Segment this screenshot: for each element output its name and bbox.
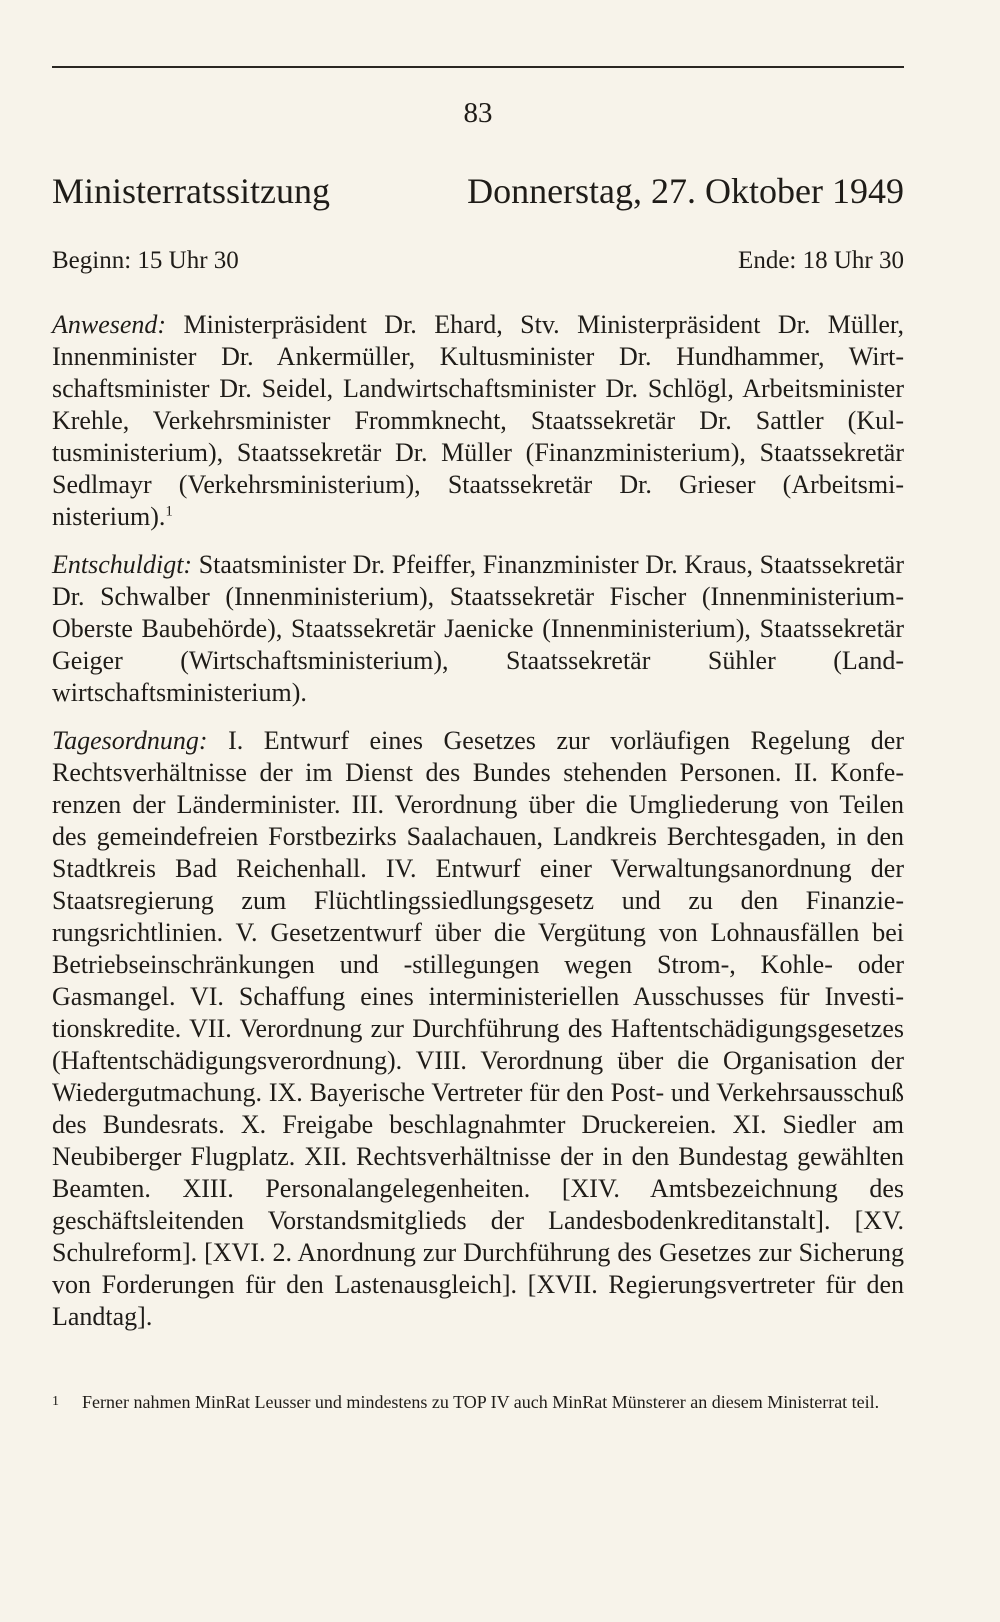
document-body [52,309,904,1349]
title-row [52,170,904,212]
footnote-mark: 1 [52,1394,59,1409]
agenda-text: I. Entwurf eines Gesetzes zur vorläufigen Regelung der Rechtsverhältnisse der im Dienst des Bundes stehenden Personen. II. Konferenzen der Länderminister. III. Verordnung über die Umgliederung von Teilen des gemeindefreien Forstbezirks Saalachauen, Landkreis Berchtesgaden, in den Stadtkreis Bad Reichenhall. IV. Entwurf einer Verwaltungsanordnung der Staatsregierung zum Flüchtlingssiedlungsgesetz und zu den Finanzierungsrichtlinien. V. Gesetzentwurf über die Vergütung von Lohnausfällen bei Betriebseinschränkungen und -stillegungen wegen Strom-, Kohle- oder Gasmangel. VI. Schaffung eines interministeriellen Ausschusses für Investitionskredite. VII. Verordnung zur Durchführung des Haftentschädigungsgesetzes (Haftentschädigungsverordnung). VIII. Verordnung über die Organisation der Wiedergutmachung. IX. Bayerische Vertreter für den Post- und Verkehrsausschuß des Bundesrats. X. Freigabe beschlagnahmter Druckereien. XI. Siedler am Neubiberger Flugplatz. XII. Rechtsverhältnisse der in den Bundestag gewählten Beamten. XIII. Personalangelegenheiten. [XIV. Amtsbezeichnung des geschäftsleitenden Vorstandsmitglieds der Landesbodenkreditanstalt]. [XV. Schulreform]. [XVI. 2. Anordnung zur Durchführung des Gesetzes zur Sicherung von Forderungen für den Lastenausgleich]. [XVII. Regierungsvertreter für den Landtag]. [52,726,904,1331]
excused-label: Entschuldigt: [52,550,193,579]
session-title: Ministerratssitzung [52,171,330,211]
time-row [52,246,904,276]
start-time: Beginn: 15 Uhr 30 [52,247,239,274]
footnote-reference: 1 [165,503,173,520]
attendees-paragraph [52,309,904,533]
agenda-paragraph [52,725,904,1333]
agenda-label: Tagesordnung: [52,726,208,755]
document-number: 83 [463,97,493,129]
excused-paragraph [52,549,904,709]
footnote [52,1390,904,1414]
attendees-text: Ministerpräsident Dr. Ehard, Stv. Ministerpräsident Dr. Müller, Innenminister Dr. Ankermüller, Kultusminister Dr. Hundhammer, Wirtschaftsminister Dr. Seidel, Landwirtschaftsminister Dr. Schlögl, Arbeitsminister Krehle, Verkehrsminister Frommknecht, Staatssekretär Dr. Sattler (Kultusministerium), Staatssekretär Dr. Müller (Finanzministerium), Staatssekretär Sedlmayr (Verkehrsministerium), Staatssekretär Dr. Grieser (Arbeitsministerium). [52,310,904,531]
top-rule [52,66,904,68]
attendees-label: Anwesend: [52,310,167,339]
end-time: Ende: 18 Uhr 30 [738,247,904,274]
session-date: Donnerstag, 27. Oktober 1949 [467,171,904,211]
document-page [52,0,904,1622]
footnote-text: Ferner nahmen MinRat Leusser und mindestens zu TOP IV auch MinRat Münsterer an diesem Ministerrat teil. [82,1392,880,1412]
excused-text: Staatsminister Dr. Pfeiffer, Finanzminister Dr. Kraus, Staatssekretär Dr. Schwalber (Innenministerium), Staatssekretär Fischer (Innenministerium-Oberste Baubehörde), Staatssekretär Jaenicke (Innenministerium), Staatssekretär Geiger (Wirtschaftsministerium), Staatssekretär Sühler (Landwirtschaftsministerium). [52,550,904,707]
